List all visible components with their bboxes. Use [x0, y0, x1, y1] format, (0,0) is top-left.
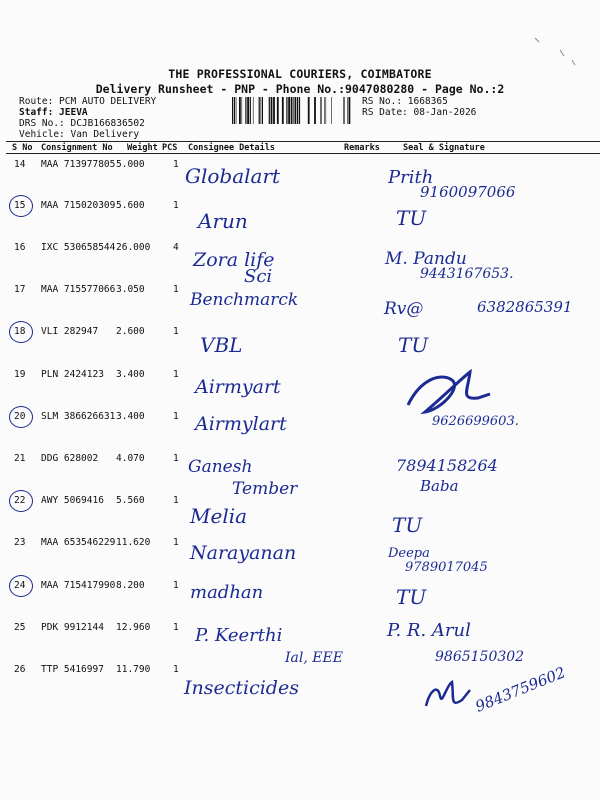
handwritten-consignee: Arun — [198, 209, 248, 233]
handwritten-consignee: Insecticides — [184, 677, 299, 699]
row-pcs: 4 — [173, 242, 179, 253]
row-pcs: 1 — [173, 580, 179, 591]
row-pcs: 1 — [173, 495, 179, 506]
rs-date: RS Date: 08-Jan-2026 — [362, 107, 477, 118]
row-weight: 3.400 — [116, 369, 145, 380]
row-consignment: MAA 653546229 — [41, 537, 116, 548]
company-title: THE PROFESSIONAL COURIERS, COIMBATORE — [168, 67, 432, 81]
handwritten-signature: P. R. Arul — [387, 620, 471, 641]
row-weight: 26.000 — [116, 242, 151, 253]
handwritten-consignee: Benchmarck — [190, 290, 299, 310]
row-sno: 18 — [14, 326, 26, 337]
handwritten-consignee: Tember — [232, 479, 298, 499]
runsheet-title: Delivery Runsheet - PNP - Phone No.:9047080280 - Page No.:2 — [95, 82, 505, 96]
row-weight: 11.620 — [116, 537, 151, 548]
row-weight: 11.790 — [116, 664, 151, 675]
row-pcs: 1 — [173, 284, 179, 295]
handwritten-consignee: Sci — [244, 266, 273, 287]
row-weight: 3.400 — [116, 411, 145, 422]
row-weight: 2.600 — [116, 326, 145, 337]
row-consignment: IXC 530658544 — [41, 242, 116, 253]
row-consignment: MAA 715020309 — [41, 200, 116, 211]
col-weight: Weight — [127, 143, 158, 153]
row-sno: 16 — [14, 242, 26, 253]
handwritten-consignee: P. Keerthi — [195, 625, 283, 646]
handwritten-phone: 9626699603. — [432, 414, 519, 429]
handwritten-signature: TU — [398, 333, 429, 357]
row-pcs: 1 — [173, 622, 179, 633]
handwritten-phone: 9160097066 — [420, 183, 516, 201]
route: Route: PCM AUTO DELIVERY — [19, 96, 157, 107]
scan-artifact — [530, 30, 580, 70]
row-sno: 24 — [14, 580, 26, 591]
row-sno: 26 — [14, 664, 26, 675]
row-weight: 8.200 — [116, 580, 145, 591]
row-pcs: 1 — [173, 411, 179, 422]
row-weight: 5.560 — [116, 495, 145, 506]
handwritten-consignee: Globalart — [185, 164, 281, 188]
col-remarks: Remarks — [344, 143, 380, 153]
handwritten-consignee: madhan — [190, 582, 264, 603]
handwritten-consignee: Ial, EEE — [285, 650, 343, 666]
row-weight: 5.000 — [116, 159, 145, 170]
row-consignment: MAA 715577066 — [41, 284, 116, 295]
signature-scribble — [426, 682, 470, 706]
handwritten-signature: Rv@ — [384, 299, 424, 319]
row-sno: 19 — [14, 369, 26, 380]
handwritten-signature: M. Pandu — [385, 249, 467, 269]
row-pcs: 1 — [173, 326, 179, 337]
row-pcs: 1 — [173, 200, 179, 211]
row-pcs: 1 — [173, 159, 179, 170]
handwritten-consignee: Airmylart — [195, 413, 287, 435]
col-pcs: PCS — [162, 143, 178, 153]
handwritten-phone: 9789017045 — [405, 560, 488, 575]
col-sno: S No — [12, 143, 33, 153]
row-weight: 12.960 — [116, 622, 151, 633]
row-weight: 3.050 — [116, 284, 145, 295]
staff: Staff: JEEVA — [19, 107, 88, 118]
row-pcs: 1 — [173, 537, 179, 548]
row-weight: 5.600 — [116, 200, 145, 211]
col-seal: Seal & Signature — [403, 143, 485, 153]
handwritten-signature: Deepa — [388, 546, 430, 561]
handwritten-signature: Baba — [420, 477, 459, 495]
handwritten-phone: 7894158264 — [396, 456, 498, 475]
row-pcs: 1 — [173, 369, 179, 380]
handwritten-consignee: Narayanan — [190, 542, 297, 564]
row-consignment: TTP 5416997 — [41, 664, 104, 675]
row-consignment: AWY 5069416 — [41, 495, 104, 506]
vehicle: Vehicle: Van Delivery — [19, 129, 140, 140]
handwritten-consignee: Zora life — [193, 249, 275, 271]
row-consignment: PDK 9912144 — [41, 622, 104, 633]
row-consignment: MAA 713977805 — [41, 159, 116, 170]
row-sno: 25 — [14, 622, 26, 633]
row-consignment: DDG 628002 — [41, 453, 99, 464]
signature-scribble — [408, 372, 490, 412]
handwritten-phone: 9865150302 — [435, 649, 525, 665]
row-sno: 21 — [14, 453, 26, 464]
col-details: Consignee Details — [188, 143, 275, 153]
handwritten-signature: TU — [396, 206, 427, 230]
handwritten-signature: Prith — [388, 167, 434, 188]
handwritten-consignee: Ganesh — [188, 457, 253, 477]
row-sno: 20 — [14, 411, 26, 422]
row-sno: 15 — [14, 200, 26, 211]
row-weight: 4.070 — [116, 453, 145, 464]
row-sno: 22 — [14, 495, 26, 506]
handwritten-signature: TU — [392, 513, 423, 537]
row-sno: 17 — [14, 284, 26, 295]
rs-number: RS No.: 1668365 — [362, 96, 448, 107]
col-consignment: Consignment No — [41, 143, 113, 153]
handwritten-signature: TU — [396, 585, 427, 609]
row-consignment: MAA 715417990 — [41, 580, 116, 591]
row-pcs: 1 — [173, 664, 179, 675]
row-consignment: SLM 386626631 — [41, 411, 116, 422]
handwritten-consignee: Airmyart — [195, 376, 281, 398]
handwritten-phone: 6382865391 — [477, 298, 573, 316]
row-consignment: PLN 2424123 — [41, 369, 104, 380]
handwritten-phone: 9443167653. — [420, 266, 514, 282]
row-sno: 14 — [14, 159, 26, 170]
handwritten-phone: 9843759602 — [472, 663, 568, 716]
drs-number: DRS No.: DCJB166836502 — [19, 118, 145, 129]
handwritten-consignee: Melia — [190, 504, 248, 528]
row-pcs: 1 — [173, 453, 179, 464]
row-sno: 23 — [14, 537, 26, 548]
handwritten-consignee: VBL — [200, 333, 243, 357]
row-consignment: VLI 282947 — [41, 326, 99, 337]
